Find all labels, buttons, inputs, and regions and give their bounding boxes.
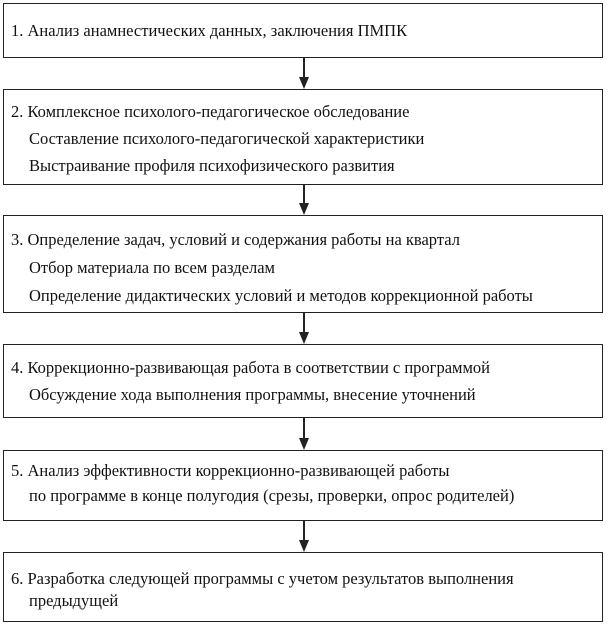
- step-5-box: [3, 450, 603, 521]
- step-6-box: [3, 552, 603, 622]
- step-3-box: [3, 215, 603, 313]
- step-2-box: [3, 89, 603, 185]
- step-4-box: [3, 344, 603, 418]
- step-2-line-3: Выстраивание профиля психофизического развития: [29, 156, 395, 175]
- step-4-line-1: 4. Коррекционно-развивающая работа в соответствии с программой: [11, 358, 490, 377]
- step-4-line-2: Обсуждение хода выполнения программы, внесение уточнений: [29, 385, 476, 404]
- step-3-line-2: Отбор материала по всем разделам: [29, 258, 275, 277]
- step-2-line-2: Составление психолого-педагогической характеристики: [29, 129, 425, 148]
- step-1-box: [3, 3, 603, 58]
- step-3-line-3: Определение дидактических условий и методов коррекционной работы: [29, 286, 533, 305]
- step-5-line-1: 5. Анализ эффективности коррекционно-развивающей работы: [11, 461, 450, 480]
- step-2-line-1: 2. Комплексное психолого-педагогическое обследование: [11, 102, 410, 121]
- step-6-line-1: 6. Разработка следующей программы с учетом результатов выполнения: [11, 569, 514, 588]
- step-3-line-1: 3. Определение задач, условий и содержания работы на квартал: [11, 230, 460, 249]
- step-1-line-1: 1. Анализ анамнестических данных, заключения ПМПК: [11, 21, 408, 40]
- step-6-line-2: предыдущей: [29, 591, 119, 610]
- step-5-line-2: по программе в конце полугодия (срезы, проверки, опрос родителей): [29, 486, 515, 505]
